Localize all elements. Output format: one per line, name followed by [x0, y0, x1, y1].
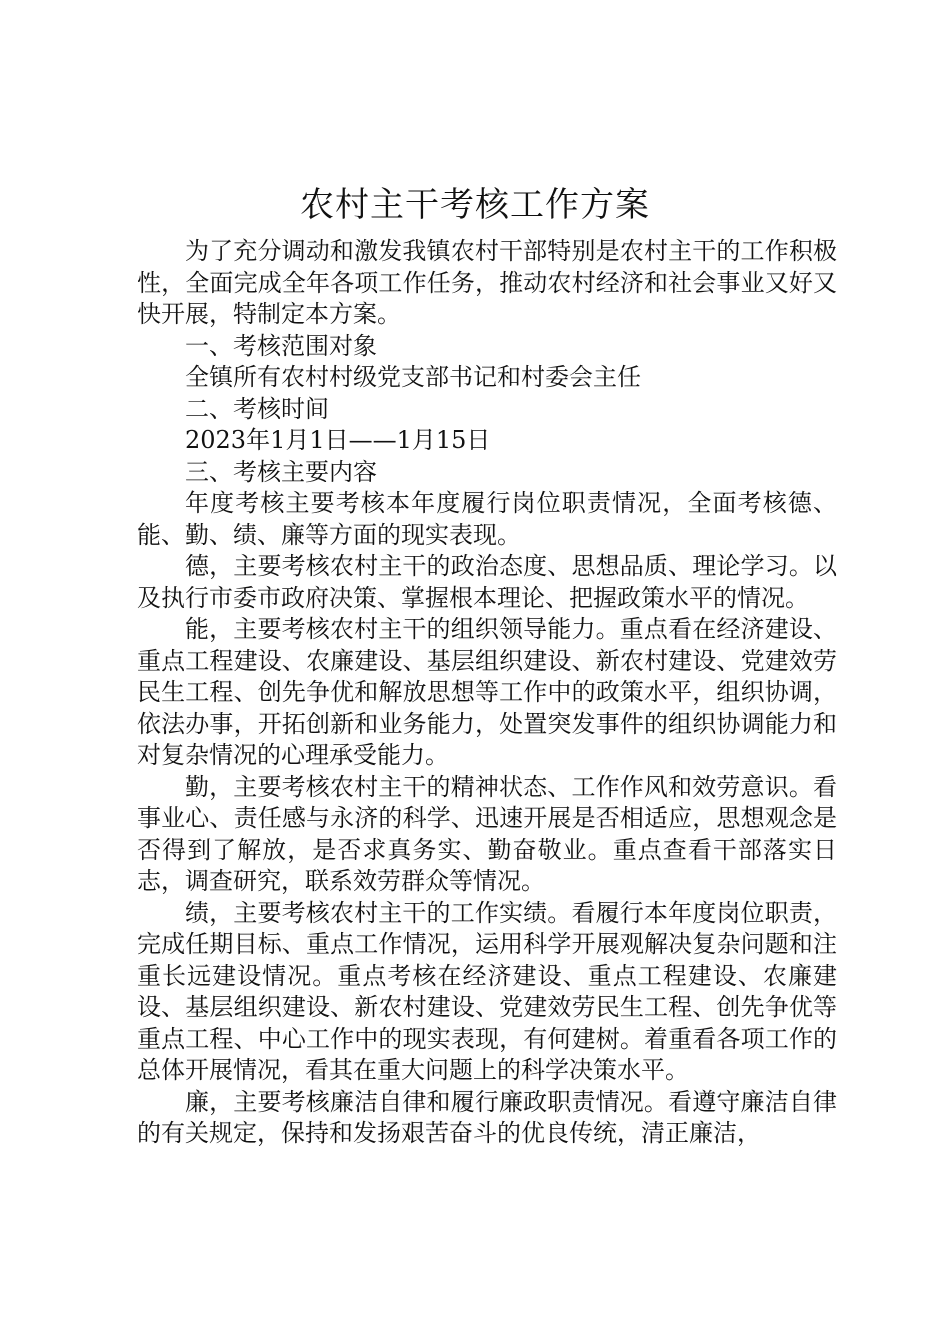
section-heading-scope: 一、考核范围对象 — [185, 331, 377, 360]
section-heading-content: 三、考核主要内容 — [185, 457, 377, 486]
paragraph-content-overview: 年度考核主要考核本年度履行岗位职责情况，全面考核德、能、勤、绩、廉等方面的现实表现。 — [137, 489, 837, 549]
paragraph-lian: 廉，主要考核廉洁自律和履行廉政职责情况。看遵守廉洁自律的有关规定，保持和发扬艰苦奋斗的优良传统，清正廉洁， — [137, 1087, 837, 1147]
document-body — [137, 236, 837, 1150]
paragraph-time: 2023年1月1日——1月15日 — [185, 426, 491, 454]
paragraph-intro: 为了充分调动和激发我镇农村干部特别是农村主干的工作积极性，全面完成全年各项工作任务，推动农村经济和社会事业又好又快开展，特制定本方案。 — [137, 237, 837, 328]
section-heading-time: 二、考核时间 — [185, 394, 329, 423]
paragraph-qin: 勤，主要考核农村主干的精神状态、工作作风和效劳意识。看事业心、责任感与永济的科学、迅速开展是否相适应，思想观念是否得到了解放，是否求真务实、勤奋敬业。重点查看干部落实日志，调查研究，联系效劳群众等情况。 — [137, 772, 837, 895]
paragraph-scope: 全镇所有农村村级党支部书记和村委会主任 — [185, 363, 641, 391]
paragraph-de: 德，主要考核农村主干的政治态度、思想品质、理论学习。以及执行市委市政府决策、掌握根本理论、把握政策水平的情况。 — [137, 552, 837, 612]
paragraph-neng: 能，主要考核农村主干的组织领导能力。重点看在经济建设、重点工程建设、农廉建设、基层组织建设、新农村建设、党建效劳民生工程、创先争优和解放思想等工作中的政策水平，组织协调，依法办事，开拓创新和业务能力，处置突发事件的组织协调能力和对复杂情况的心理承受能力。 — [137, 615, 837, 769]
paragraph-ji: 绩，主要考核农村主干的工作实绩。看履行本年度岗位职责，完成任期目标、重点工作情况，运用科学开展观解决复杂问题和注重长远建设情况。重点考核在经济建设、重点工程建设、农廉建设、基层组织建设、新农村建设、党建效劳民生工程、创先争优等重点工程、中心工作中的现实表现，有何建树。着重看各项工作的总体开展情况，看其在重大问题上的科学决策水平。 — [137, 898, 837, 1084]
document-title: 农村主干考核工作方案 — [300, 185, 650, 225]
